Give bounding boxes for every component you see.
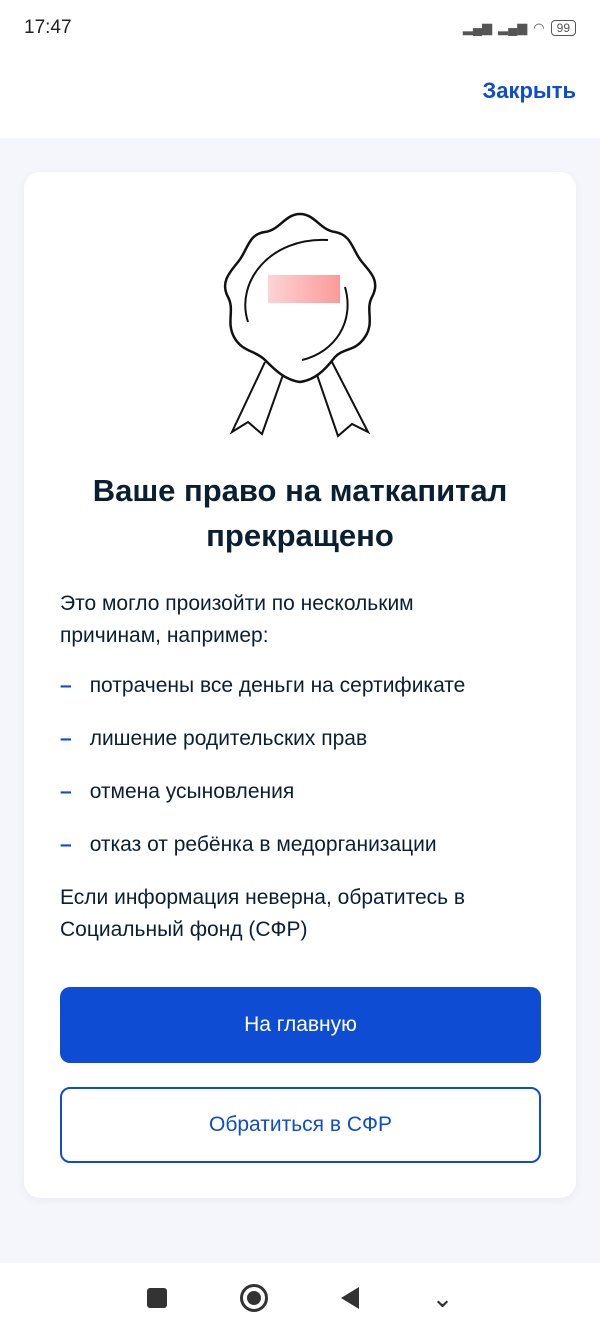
page-title: Ваше право на маткапитал прекращено: [92, 473, 508, 553]
close-button[interactable]: Закрыть: [482, 78, 576, 103]
list-item: – отмена усыновления: [60, 780, 295, 803]
battery-icon: 99: [551, 20, 576, 36]
recents-icon[interactable]: [147, 1288, 167, 1308]
home-icon[interactable]: [240, 1284, 268, 1312]
system-nav-bar: [0, 1263, 600, 1333]
back-icon[interactable]: [341, 1287, 359, 1309]
list-item: – отказ от ребёнка в медорганизации: [60, 833, 437, 856]
status-icons: [463, 20, 576, 36]
home-button[interactable]: На главную: [60, 987, 541, 1063]
reason-text: лишение родительских прав: [89, 727, 368, 750]
reason-text: отказ от ребёнка в медорганизации: [89, 833, 437, 856]
list-item: – лишение родительских прав: [60, 727, 368, 750]
result-card: [24, 172, 576, 1198]
wifi-icon: ◠: [533, 20, 545, 35]
header: [0, 56, 600, 138]
certificate-seal-icon: [220, 212, 380, 442]
assistant-icon[interactable]: ⌄: [431, 1282, 454, 1313]
note-text: Если информация неверна, обратитесь в Социальный фонд (СФР): [60, 886, 466, 941]
contact-sfr-button[interactable]: Обратиться в СФР: [60, 1087, 541, 1163]
intro-text: Это могло произойти по нескольким причинам, например:: [60, 592, 414, 647]
status-bar: [0, 0, 600, 56]
reason-text: потрачены все деньги на сертификате: [89, 674, 466, 697]
signal-icon: ▂▄▆: [462, 20, 493, 35]
reason-text: отмена усыновления: [89, 780, 295, 803]
signal-icon-2: ▂▄▆: [498, 20, 528, 35]
clock: 17:47: [24, 17, 72, 38]
list-item: – потрачены все деньги на сертификате: [60, 674, 466, 697]
